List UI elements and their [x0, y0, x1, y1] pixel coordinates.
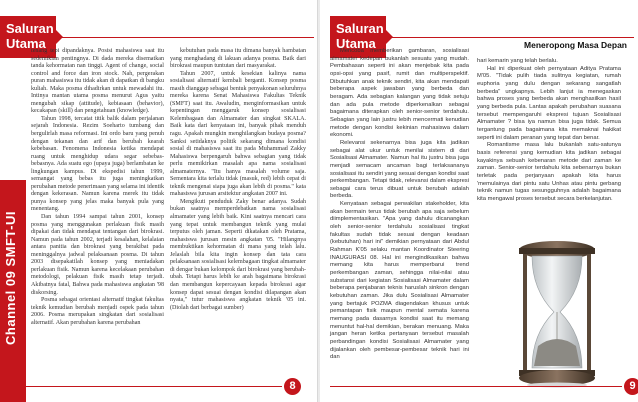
paragraph: Mengikuti penduduk Zaky benar adanya. Sudah bukan saatnya memperdebatkan nama sosialisasi almamater yang lebih baik. Kini saatnya mencari cara yang tepat untuk membangun teknik yang mulai terputus oleh jaman. Seperti dikatakan oleh Pratama, mahasiswa jurusan mesin angkatan '05. "Hilangnya membuktikan kehormatan di mana yang telah lalu. Jelaslah bila kita ingin konsep dan tata cara pelaksanaan sosialisasi kelembagaan tingkat almamater di dengar bukan kelompok dari birokrasi yang berubah-ubah. Tetapi harus lebih ke arah bagaimana birokrasi dan membangun kepercayaan kepada birokrasi agar konsep dapat sesuai dengan kondisi dilapangan akan nyata," tutur mahasiswa angkatan teknik '05 ini. (Diolah dari berbagai sumber) [170, 198, 306, 311]
section-label-line2: Utama [336, 36, 376, 51]
spine-label: Channel 09 SMFT-UI [3, 211, 18, 345]
section-label-line2: Utama [6, 36, 46, 51]
page-number: 9 [624, 378, 638, 395]
left-page [0, 0, 318, 402]
left-column-1 [31, 48, 164, 327]
paragraph: tenang tepi dipandaknya. Posisi mahasiswa saat itu sedemikian pentingnya. Di dada mereka disematkan tanda kehormatan nan tinggi. Agent of change, social control and force dan iron stock. Nah, pergerakan puran mahasiswa itu tidak akan di dapatkan di bangku kuliah. Maka posma dihadirkan untuk mewadahi itu. Intinya mantan utama posma menurut Agus yaitu mengubah sikap (attitude), kebiasaan (behavior), kecakapan (skill) dan pengetahuan (knowledge). [31, 48, 164, 115]
left-column-2 [170, 48, 306, 312]
paragraph: kebutuhan pada masa itu dimana banyak hambatan yang menghadang di lakuan adanya posma. Baik dari birokrasi maupun tuntutan dari masyarakat. [170, 48, 306, 70]
top-rule [386, 37, 634, 38]
paragraph: Kenyataan sebagai perwakilan stakeholder, kita akan bermain terus tidak berubah apa saja sebelum diimplementasikan. "Apa yang dahulu dicanangkan oleh senior-senior terdahulu sosialisasi tingkat fakultas sudah tidak sesuai dengan keadaan (kebutuhan) hari ini" demikian pernyataan dari Abdul Rahman K'05 selaku mantan Koordinator Steering INAUGURASI 08. Hal ini mengindikasikan bahwa memang kita harus memperbarui trend perkembangan zaman, sehingga nilai-nilai atau substansi dari kegiatan Sosialisasi Almamater dalam beberapa penjabaran teknis haruslah sinkron dengan kebutuhan zaman. Jika dulu Sosialisasi Almamater yang bertajuk POZMA diagendakan khusus untuk pemantapan fisik maupun mental semata karena memang pada dasarnya kondisi saat itu memang menuntut hal-hal demikian, berakan menuang. Maka jangan heran ketika pertanyaan tersebut masalah perbandingan kondisi Sosialisasi Almamater yang dijalankan oleh pembesar-pembesar teknik hari ini dan [330, 201, 469, 361]
footer-rule [26, 386, 282, 387]
right-page [320, 0, 638, 402]
top-rule [56, 37, 314, 38]
section-label-line1: Saluran [336, 21, 384, 36]
page-number: 8 [284, 378, 301, 395]
paragraph: Tahun 1998, tercatat titik balik dalam perjalanan sejarah Indonesia. Rezim Soeharto tumbang dan bergulirlah masa reformasi. Ini ordo baru yang penuh dengan tekanan dan arif dan berubah kearah kebebasan. Fenomena Indonesia ketika mendapat ruang untuk menghidup udara segar sebebas-bebasnya. Ada suatu ego (upaya juga) berlambatan ke lingkungan kampus. Di ekspedisi tahun 1999, semangat yang bebas itu juga meningkatkan perubahan metode penerimaan yang selama ini identik dengan kekerasan. Namun karena merek itu tidak punya konsep yang jelas maka banyak pula yang menentang. [31, 115, 164, 213]
right-column-1 [330, 48, 469, 362]
paragraph: Posma sebagai orientasi alternatif tingkat fakultas teknik kemudian berubah menjadi ospek pada tahun 2006. Posma merupakan singkatan dari sosialisasi alternatif. Akan perubahan karena perubahan [31, 297, 164, 326]
footer-rule [330, 386, 622, 387]
paragraph: Romantisme masa lalu bukanlah satu-satunya basis referensi yang kemudian kita jadikan sebagai kayakinya sebuah kebenaran metode dari zaman ke zaman. Senior-senior terdahulu kita sebenarnya bukan terletak pada perjanyaan apakah kita harus 'memulainya dari pintu satu Unhas atau pintu gerbang teknik namun tugas sesungguhnya adalah bagaimana kita mengawal proses tersebut secara berkelanjutan. [477, 142, 621, 202]
story-title: Meneropong Masa Depan [524, 40, 627, 50]
right-column-2 [477, 58, 621, 203]
paragraph: Tahun 2007, untuk kesekian kalinya nama sosialisasi alternatif kembali berganti. Konsep posma masih dianggap sebagai bentuk penyakonan seluruhnya mereka karena Senat Mahasiswa Fakultas Teknik (SMFT) saat itu. Awaludin, menginformasikan untuk kepentingan menggaruk konsep sosialisasi Kelembagaan dan Almamater dan singkat SKALA. Baik kata dari kenyataan ini, banyak pihak menduh ragu. Apakah mungkin menghilangkan budaya posma? Sanksi setidaknya politik sekarang dimana kondisi sosial di mahasiswa saat itu pada Muhammad Zakky Mahasiswa berpengaruh bahwa sebagian yang tidak perlu memikirkan masalah apa nama sosialisasi almamaternya. "Itu hanya masalah volume saja. Sementara kita terlalu tidak (masuk, red) lebih cepat di teknik mengenai siapa juga akan lebih di posma." kata mahasiswa jurusan arsitektur angkatan 2007 ini. [170, 70, 306, 198]
paragraph: hari kemarin yang telah berlalu. [477, 58, 558, 64]
paragraph: Hal ini diperkuat oleh pernyataan Aditya Pratama M'05. "Tidak pulih tiada sulitnya kegiatan, rumah euphoria yang dulu dengan sekarang sangatlah berbeda" ungkapnya. Lebih lanjut ia menegaskan bahwa proses yang berbeda akan menghasilkan hasil yang berbeda pula. Lantas apakah perubahan suasana tersebut mempengaruhi ekspresi tujuan Sosialisasi Almamater ? bisa iya namun bisa juga tidak. Semua tergantung pada bagaimana kita memaknai hakikat seperti ini dalam peranan yang tepat dan benar. [477, 65, 621, 141]
paragraph: Mencoba memberikan gambaran, sosialisasi almamater kedepan bukanlah sesuatu yang mudah. Pembahasan seperti ini akan menjebak kita pada opsi-opsi yang pasif, rumit dan multiperspektif. Dibutuhkan anak teknik sendiri, kita akan mendapati beberapa aspek jawaban yang berbeda dan beragam. Ada sebagian kalangan yang tidak setuju dan ada pula metode diperkenalkan sebagai bagaimana diterapkan oleh senior-senior terdahulu. Sebagian yang lain justru lebih mencermati kenudian metode dengan kondisi kekinian mahasiswa dalam ekonomi. [330, 48, 469, 139]
section-label-line1: Saluran [6, 21, 54, 36]
paragraph: Dan tahun 1994 sampai tahun 2001, konsep posma yang menggunakan perlakuan fisik masih dipakai dan tidak mendapat tentangan dari birokrasi. Namun pada tahun 2002, terjadi kesalahan, kelalaian antara panitia dan birokrasi yang berakibat pada meninggalnya jadwal pelaksanaan posma. Di tahun 2003 disepakatilah konsep yang meniadakan perlakuan fisik. Namun karena kecelakaan perubahan metodologi, pelakuan fisik masih tetap terjadi. Akibatnya fatal, Bahwa pada mahasiswa angkatan '98 diskorsing. [31, 214, 164, 296]
paragraph: Relevansi sekenarnya bisa juga kita jadikan sebagai alat ukur untuk menilai sistem di dari Sosialisasi Almamater. Namun hal itu justru bisa juga menjadi semacam ancaman bagi terlaksananya sosialisasi itu sendiri yang sesuai dengan kondisi saat perkembangan. Tetapi tidak, relevansi dalam ekspresi sebagai cara terus dibuat untuk berubah adalah berbeda. [330, 139, 469, 200]
hourglass-photo [512, 238, 602, 388]
